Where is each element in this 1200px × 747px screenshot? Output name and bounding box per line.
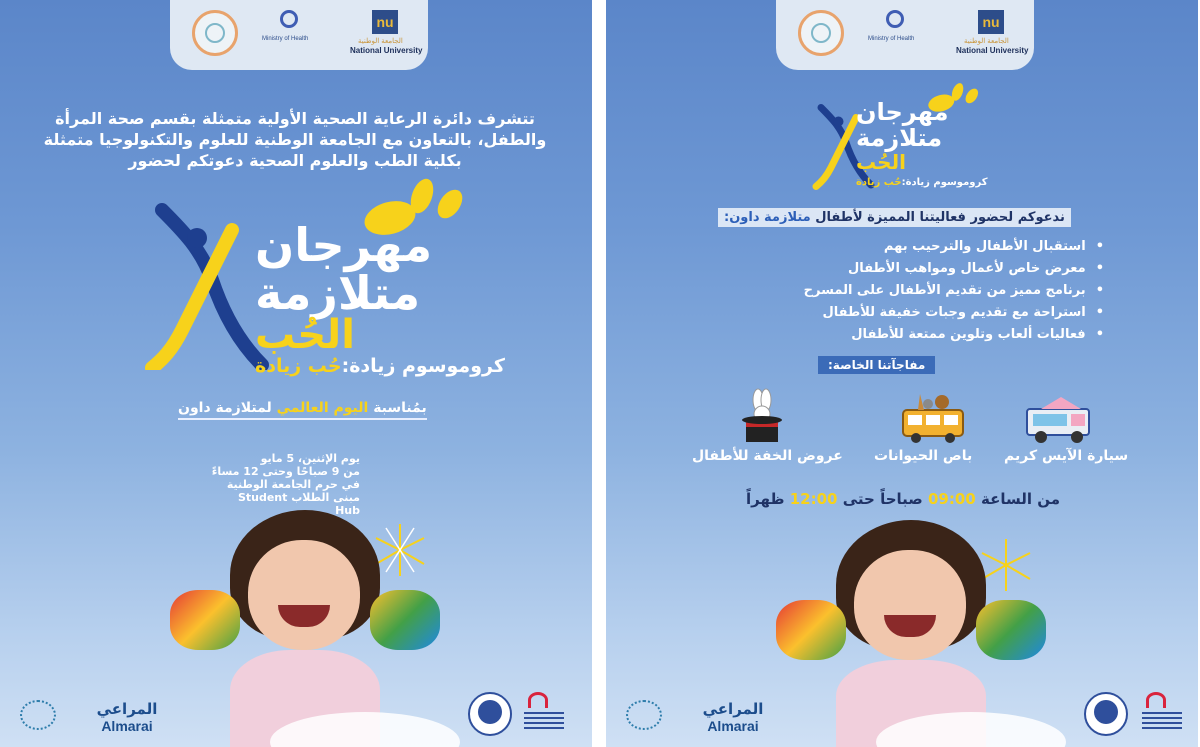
vision-logo	[20, 700, 70, 740]
poster-invitation	[0, 0, 592, 747]
event-details	[210, 452, 360, 517]
tagline-highlight: حُب زيادة	[255, 355, 342, 377]
heart-icon	[1146, 692, 1166, 708]
ice-cream-truck-icon	[1021, 395, 1101, 445]
painted-hand-left	[170, 590, 240, 650]
logo-bar	[170, 0, 428, 70]
mobile-health-logo	[1138, 690, 1188, 738]
child-face	[854, 550, 966, 660]
ministry-emblem-icon	[886, 10, 904, 28]
occasion-suffix: لمتلازمة داون	[178, 400, 272, 416]
festival-tagline	[856, 177, 988, 188]
event-date: يوم الإثنين، 5 مايو	[260, 452, 360, 465]
time-start: 09:00	[928, 490, 976, 508]
almarai-name-ar: المراعي	[96, 700, 158, 718]
heart-icon	[528, 692, 548, 708]
occasion-prefix: بمُناسبة	[373, 400, 427, 416]
almarai-name-en: Almarai	[101, 718, 153, 734]
national-university-logo	[956, 10, 1029, 60]
lines-icon	[524, 712, 564, 730]
university-name: National University	[956, 46, 1029, 55]
festival-title-3: الحُب	[856, 150, 906, 174]
nu-icon: nu	[978, 10, 1004, 34]
activity-item: • استقبال الأطفال والترحيب بهم	[804, 236, 1104, 258]
m-letter-icon	[1094, 700, 1118, 724]
surprise-label-ice-cream: سيارة الآيس كريم	[1004, 448, 1129, 464]
hands-icon	[811, 23, 831, 43]
intro-line-3: بكلية الطب والعلوم الصحية دعوتكم لحضور	[128, 151, 462, 170]
festival-title-3: الحُب	[255, 312, 355, 358]
time-start-suffix: صباحاً حتى	[842, 490, 923, 508]
logo-bar	[776, 0, 1034, 70]
almarai-name-en: Almarai	[707, 718, 759, 734]
event-place: في حرم الجامعة الوطنية	[226, 478, 360, 491]
intro-line-1: تتشرف دائرة الرعاية الصحية الأولية متمثلة بقسم صحة المرأة	[55, 109, 535, 128]
ministry-emblem-icon	[280, 10, 298, 28]
vision-swirl-icon	[626, 700, 662, 730]
vision-swirl-icon	[20, 700, 56, 730]
university-name-ar: الجامعة الوطنية	[358, 38, 403, 45]
intro-line-2: والطفل، بالتعاون مع الجامعة الوطنية للعلوم والتكنولوجيا متمثلة	[43, 130, 547, 149]
time-end: 12:00	[789, 490, 838, 508]
hands-circle-logo	[798, 10, 844, 56]
magic-hat-icon	[738, 386, 784, 446]
nu-icon: nu	[372, 10, 398, 34]
ministry-logo	[260, 10, 320, 60]
university-name-ar: الجامعة الوطنية	[964, 38, 1009, 45]
lines-icon	[1142, 712, 1182, 730]
university-name: National University	[350, 46, 423, 55]
surprise-label-animal-bus: باص الحيوانات	[874, 448, 973, 464]
smiling-child-image	[190, 510, 420, 747]
ministry-logo	[866, 10, 926, 60]
event-building: مبنى الطلاب Student Hub	[237, 491, 360, 517]
vision-logo	[626, 700, 676, 740]
divider	[592, 0, 606, 747]
healthcare-circle-logo	[1084, 692, 1128, 736]
healthcare-circle-logo	[468, 692, 512, 736]
ministry-name: Ministry of Health	[868, 36, 915, 42]
invite-line	[718, 208, 1071, 227]
invite-highlight: متلازمة داون:	[724, 210, 811, 225]
festival-tagline	[255, 355, 505, 377]
child-face	[248, 540, 360, 650]
activity-item: • فعاليات ألعاب وتلوين ممتعة للأطفال	[804, 324, 1104, 346]
activity-item: • استراحة مع تقديم وجبات خفيفة للأطفال	[804, 302, 1104, 324]
almarai-logo	[698, 700, 768, 734]
almarai-name-ar: المراعي	[702, 700, 764, 718]
poster-program	[606, 0, 1198, 747]
m-letter-icon	[478, 700, 502, 724]
tagline-prefix: كروموسوم زيادة:	[901, 177, 988, 188]
almarai-logo	[92, 700, 162, 734]
festival-title-2: متلازمة	[856, 124, 943, 152]
event-time: من 9 صباحًا وحتى 12 مساءً	[211, 465, 360, 478]
activities-list	[804, 236, 1104, 346]
painted-hand-right	[976, 600, 1046, 660]
national-university-logo	[350, 10, 423, 60]
time-from: من الساعة	[980, 490, 1061, 508]
festival-title-1: مهرجان	[856, 98, 949, 126]
surprise-label-magic-show: عروض الخفة للأطفال	[692, 448, 843, 464]
activity-item: • معرض خاص لأعمال ومواهب الأطفال	[804, 258, 1104, 280]
invite-text: ندعوكم لحضور فعاليتنا المميزة لأطفال	[815, 210, 1065, 225]
painted-hand-left	[776, 600, 846, 660]
mobile-health-logo	[520, 690, 570, 738]
occasion-highlight: اليوم العالمي	[276, 400, 369, 416]
ministry-name: Ministry of Health	[262, 36, 309, 42]
surprises-heading: مفاجآتنا الخاصة:	[818, 356, 935, 374]
festival-title-2: متلازمة	[255, 266, 421, 320]
tagline-prefix: كروموسوم زيادة:	[341, 355, 505, 377]
hands-icon	[205, 23, 225, 43]
hands-circle-logo	[192, 10, 238, 56]
occasion-line	[178, 400, 427, 420]
festival-title-1: مهرجان	[255, 218, 433, 272]
animal-bus-icon	[898, 390, 968, 445]
time-end-suffix: ظهراً	[746, 490, 785, 508]
event-time	[746, 490, 1060, 508]
tagline-highlight: حُب زيادة	[856, 177, 902, 188]
activity-item: • برنامج مميز من تقديم الأطفال على المسرح	[804, 280, 1104, 302]
painted-hand-right	[370, 590, 440, 650]
